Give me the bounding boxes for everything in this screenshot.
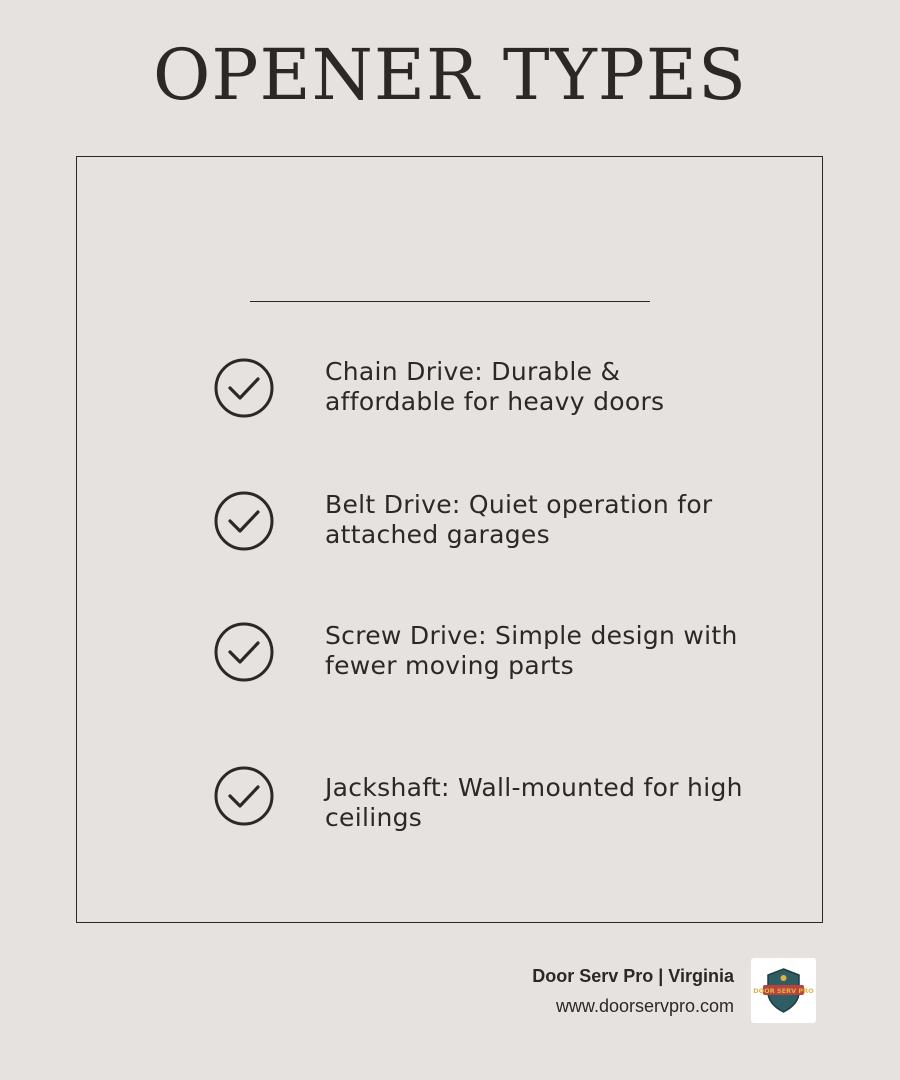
website-link[interactable]: www.doorservpro.com [555,996,734,1016]
check-circle-icon [213,490,275,552]
footer [532,964,734,1018]
opener-types-card [76,156,823,923]
brand-name: Door Serv Pro | Virginia [532,966,734,986]
list-item-text: Screw Drive: Simple design with fewer moving parts [325,621,738,680]
logo-badge-icon [753,966,814,1015]
list-item [213,357,773,427]
check-circle-icon [213,621,275,683]
list-item-text: Jackshaft: Wall-mounted for high ceilings [325,773,743,832]
list-item-text: Chain Drive: Durable & affordable for heavy doors [325,357,665,416]
list-item [213,621,773,691]
logo-text: DOOR SERV PRO [753,987,814,995]
divider [250,301,650,302]
list-item [213,765,773,835]
page-title: OPENER TYPES [153,34,747,116]
brand-logo [751,958,816,1023]
list-item-text: Belt Drive: Quiet operation for attached garages [325,490,713,549]
list-item [213,490,773,560]
check-circle-icon [213,765,275,827]
check-circle-icon [213,357,275,419]
